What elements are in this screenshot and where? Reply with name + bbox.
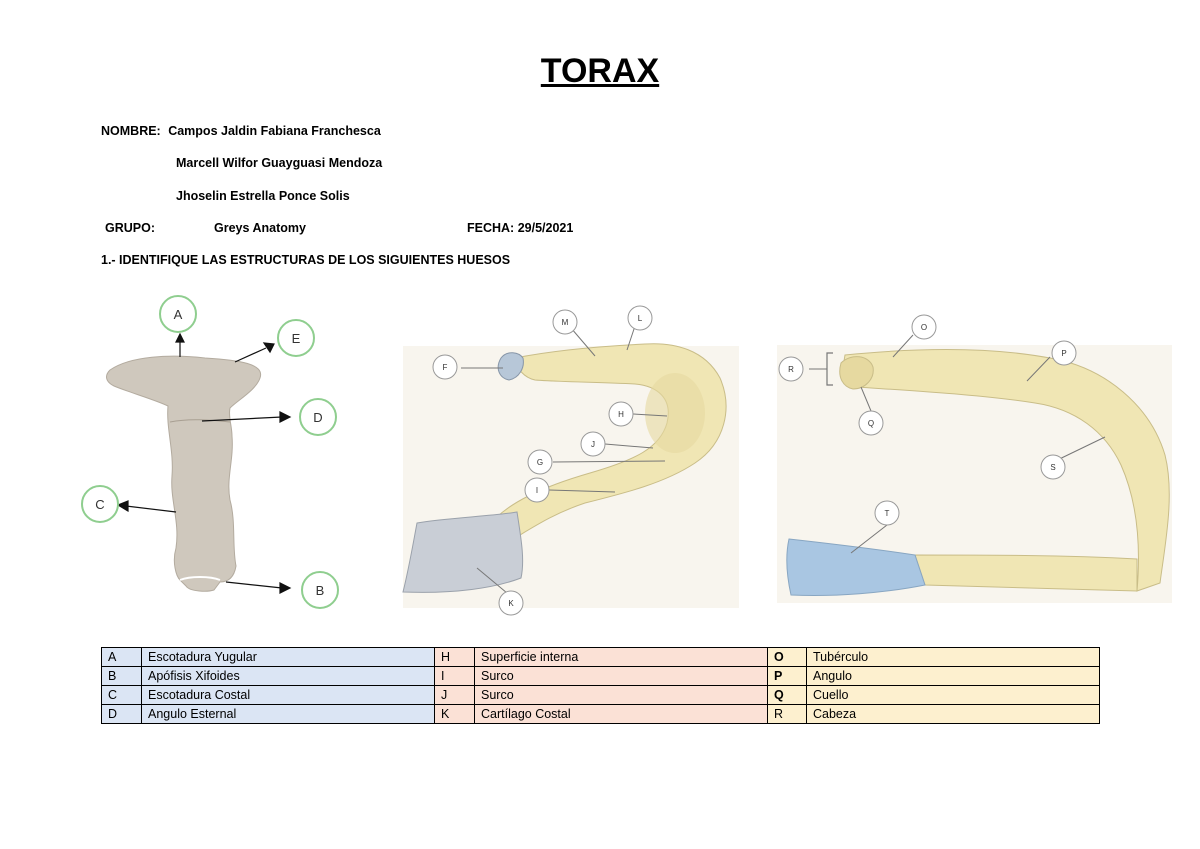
rib1-label-i: I <box>535 486 539 495</box>
letter-cell: Q <box>768 686 807 705</box>
sternum-label-b: B <box>315 583 325 598</box>
grupo-value: Greys Anatomy <box>214 221 306 235</box>
letter-cell: K <box>435 705 475 724</box>
student-name-3: Jhoselin Estrella Ponce Solis <box>176 189 350 203</box>
student-name-1: Campos Jaldin Fabiana Franchesca <box>168 124 381 138</box>
structure-cell: Apófisis Xifoides <box>142 667 435 686</box>
sternum-label-a: A <box>173 307 183 322</box>
rib2-label-o: O <box>920 323 928 332</box>
first-rib-cartilage <box>403 512 523 592</box>
structure-cell: Tubérculo <box>807 648 1100 667</box>
structure-cell: Escotadura Yugular <box>142 648 435 667</box>
rib2-label-t: T <box>884 509 890 518</box>
table-row <box>102 648 1100 667</box>
structure-cell: Cuello <box>807 686 1100 705</box>
letter-cell: C <box>102 686 142 705</box>
structure-cell: Escotadura Costal <box>142 686 435 705</box>
structure-cell: Cartílago Costal <box>475 705 768 724</box>
letter-cell: I <box>435 667 475 686</box>
table-row <box>102 667 1100 686</box>
table-row <box>102 686 1100 705</box>
rib1-label-k: K <box>508 599 514 608</box>
rib2-label-q: Q <box>867 419 875 428</box>
letter-cell: J <box>435 686 475 705</box>
grupo-label: GRUPO: <box>105 221 155 235</box>
rib1-label-g: G <box>536 458 544 467</box>
structure-cell: Superficie interna <box>475 648 768 667</box>
sternum-label-e: E <box>291 331 301 346</box>
rib2-label-r: R <box>788 365 794 374</box>
rib1-label-l: L <box>637 314 643 323</box>
rib1-label-h: H <box>618 410 624 419</box>
rib1-label-j: J <box>591 440 595 449</box>
structure-cell: Surco <box>475 667 768 686</box>
question-heading: 1.- IDENTIFIQUE LAS ESTRUCTURAS DE LOS SIGUIENTES HUESOS <box>101 253 511 267</box>
letter-cell: R <box>768 705 807 724</box>
letter-cell: H <box>435 648 475 667</box>
sternum-label-d: D <box>313 410 323 425</box>
first-rib-figure <box>395 298 760 618</box>
structure-cell: Angulo <box>807 667 1100 686</box>
typical-rib-figure <box>765 305 1175 605</box>
letter-cell: O <box>768 648 807 667</box>
structure-cell: Cabeza <box>807 705 1100 724</box>
rib1-label-m: M <box>561 318 569 327</box>
structure-cell: Angulo Esternal <box>142 705 435 724</box>
sternum-bone <box>107 356 261 591</box>
letter-cell: D <box>102 705 142 724</box>
sternum-figure <box>60 290 380 620</box>
rib2-label-s: S <box>1050 463 1056 472</box>
rib2-label-p: P <box>1061 349 1067 358</box>
nombre-line <box>101 124 381 138</box>
rib1-label-f: F <box>442 363 448 372</box>
sternum-label-c: C <box>95 497 105 512</box>
page-title: TORAX <box>540 52 660 90</box>
table-row <box>102 705 1100 724</box>
letter-cell: P <box>768 667 807 686</box>
letter-cell: B <box>102 667 142 686</box>
structure-cell: Surco <box>475 686 768 705</box>
fecha: FECHA: 29/5/2021 <box>467 221 574 235</box>
letter-cell: A <box>102 648 142 667</box>
typical-rib-shaft-lower <box>915 555 1137 591</box>
student-name-2: Marcell Wilfor Guayguasi Mendoza <box>176 156 383 170</box>
nombre-label: NOMBRE: <box>101 124 161 138</box>
answer-table <box>101 647 1100 724</box>
